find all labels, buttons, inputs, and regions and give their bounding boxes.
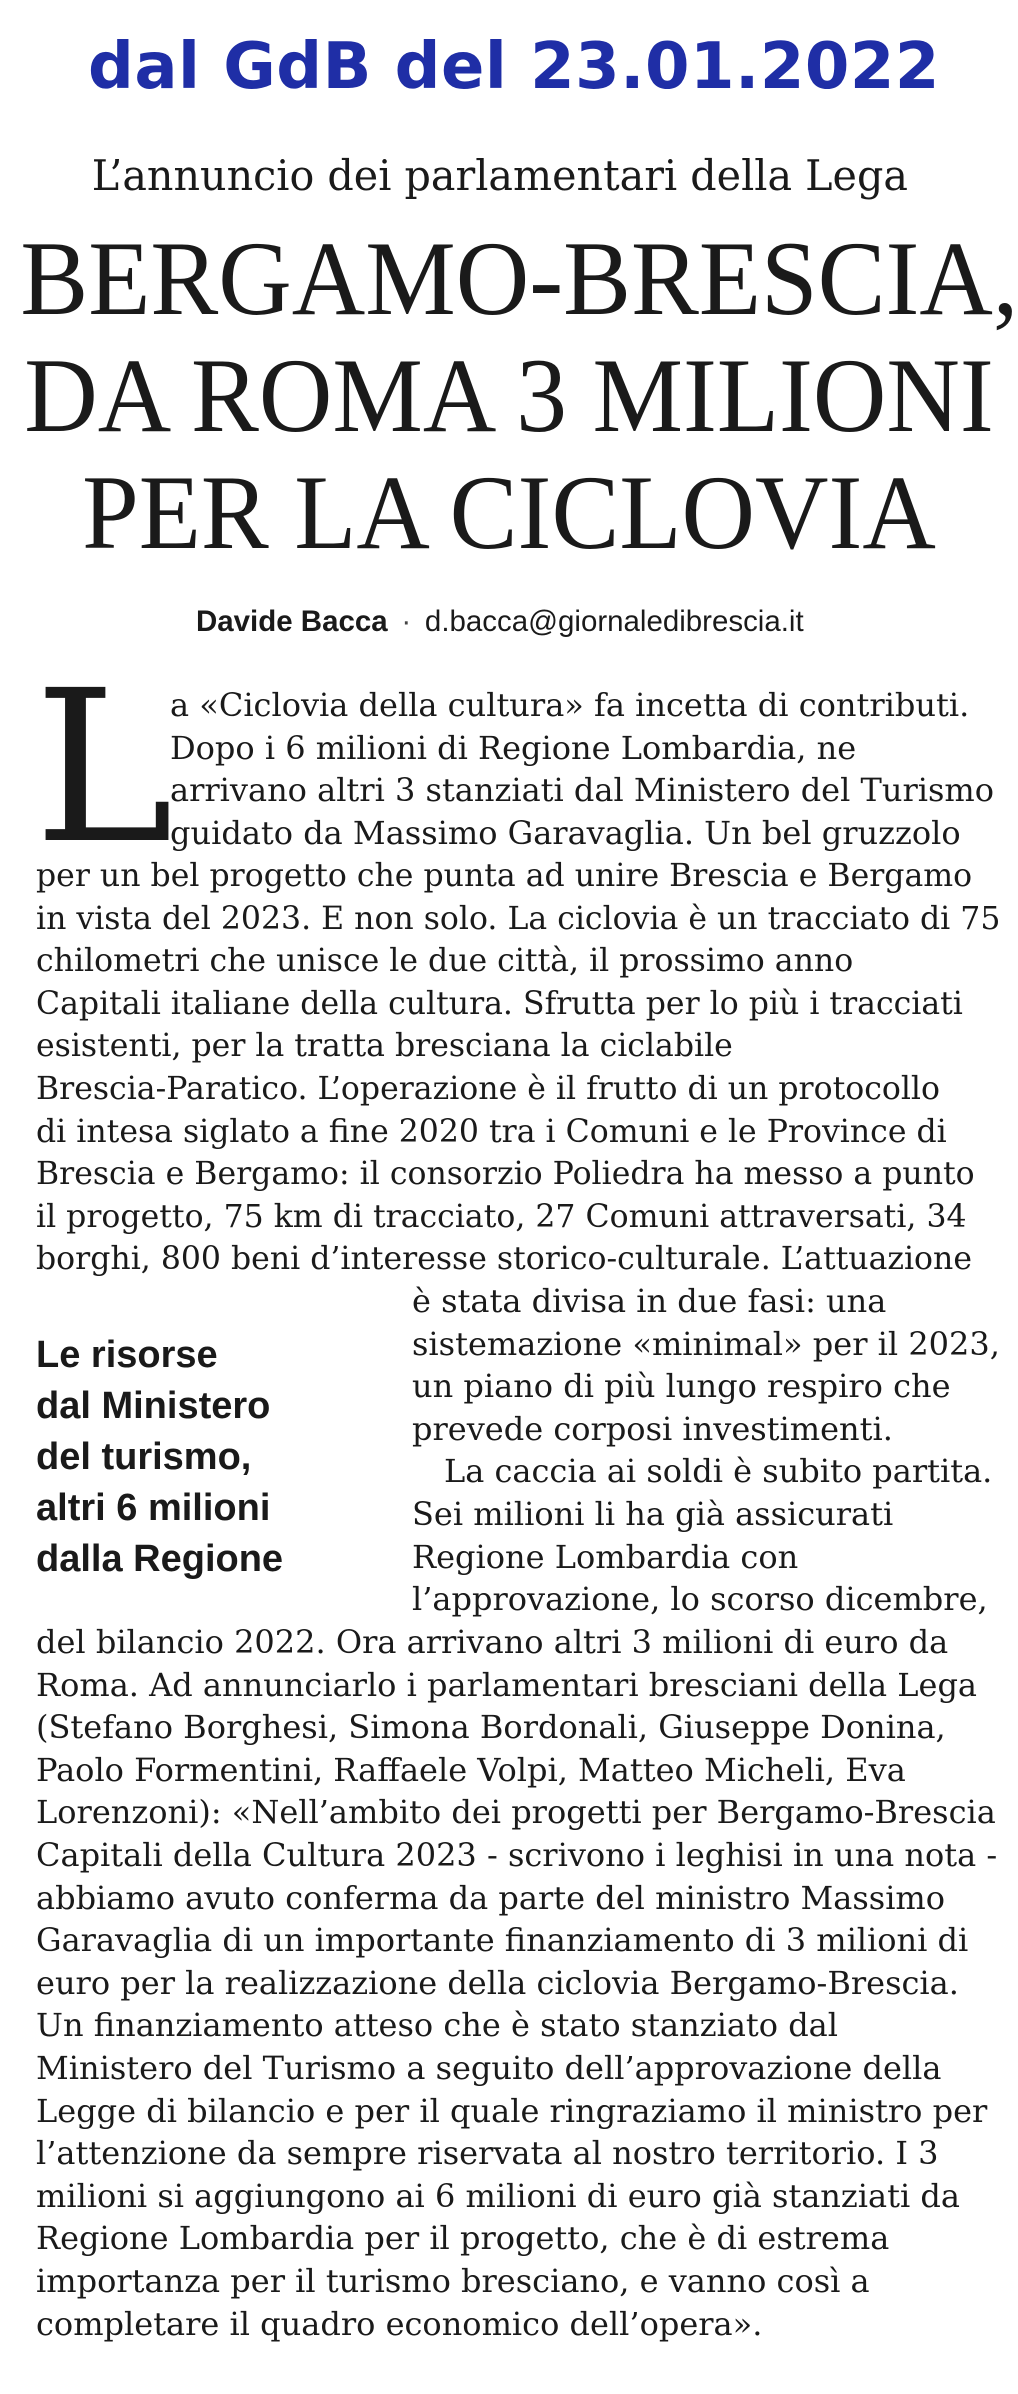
body-line: Regione Lombardia con <box>412 1537 799 1576</box>
body-line: importanza per il turismo bresciano, e vanno così a <box>36 2261 870 2300</box>
body-line: prevede corposi investimenti. <box>412 1409 893 1448</box>
pull-quote <box>36 1330 376 1585</box>
article-headline <box>20 220 1018 571</box>
pull-quote-line: dalla Regione <box>36 1538 284 1580</box>
body-line: Un finanziamento atteso che è stato stanziato dal <box>36 2006 838 2045</box>
paragraph-beside-pullquote <box>412 1280 1000 1621</box>
body-line: l’attenzione da sempre riservata al nostro territorio. I 3 <box>36 2134 939 2173</box>
body-line: Paolo Formentini, Raffaele Volpi, Matteo Micheli, Eva <box>36 1750 906 1789</box>
body-line: Brescia-Paratico. L’operazione è il frutto di un protocollo <box>36 1068 940 1107</box>
body-line: Capitali della Cultura 2023 - scrivono i leghisi in una nota - <box>36 1835 998 1874</box>
body-line: il progetto, 75 km di tracciato, 27 Comuni attraversati, 34 <box>36 1196 967 1235</box>
body-line: l’approvazione, lo scorso dicembre, <box>412 1580 988 1619</box>
body-line: guidato da Massimo Garavaglia. Un bel gruzzolo <box>170 813 961 852</box>
pull-quote-line: altri 6 milioni <box>36 1487 271 1529</box>
body-line: a «Ciclovia della cultura» fa incetta di contributi. <box>170 686 970 724</box>
body-line: Capitali italiane della cultura. Sfrutta per lo più i tracciati <box>36 983 963 1022</box>
headline-line: BERGAMO-BRESCIA, <box>20 220 1018 337</box>
body-line: di intesa siglato a fine 2020 tra i Comuni e le Province di <box>36 1111 947 1150</box>
body-line: è stata divisa in due fasi: una <box>412 1282 887 1320</box>
byline-author: Davide Bacca <box>196 605 388 638</box>
paragraph-body-2 <box>36 1621 997 2345</box>
body-line: un piano di più lungo respiro che <box>412 1367 951 1406</box>
body-line: Garavaglia di un importante finanziamento di 3 milioni di <box>36 1921 969 1960</box>
body-line: Lorenzoni): «Nell’ambito dei progetti per Bergamo-Brescia <box>36 1793 996 1832</box>
pull-quote-line: Le risorse <box>36 1334 218 1376</box>
body-line: sistemazione «minimal» per il 2023, <box>412 1324 1000 1363</box>
byline-email: d.bacca@giornaledibrescia.it <box>424 605 804 638</box>
body-line: chilometri che unisce le due città, il prossimo anno <box>36 941 854 980</box>
byline-separator: · <box>401 605 412 638</box>
paragraph-body-1 <box>36 854 1015 1280</box>
body-line: Dopo i 6 milioni di Regione Lombardia, ne <box>170 728 857 767</box>
body-line: abbiamo avuto conferma da parte del ministro Massimo <box>36 1878 946 1917</box>
body-line: del bilancio 2022. Ora arrivano altri 3 milioni di euro da <box>36 1623 949 1661</box>
headline-line: DA ROMA 3 MILIONI <box>24 337 994 454</box>
body-line: Brescia e Bergamo: il consorzio Poliedra ha messo a punto <box>36 1154 975 1193</box>
body-line: Ministero del Turismo a seguito dell’approvazione della <box>36 2048 942 2087</box>
drop-cap: L <box>34 645 174 890</box>
body-line: euro per la realizzazione della ciclovia Bergamo-Brescia. <box>36 1963 959 2002</box>
body-line: Legge di bilancio e per il quale ringraziamo il ministro per <box>36 2091 988 2130</box>
paragraph-intro-beside-dropcap <box>170 684 994 854</box>
article-kicker: L’annuncio dei parlamentari della Lega <box>91 151 908 200</box>
pull-quote-line: dal Ministero <box>36 1385 271 1427</box>
pull-quote-line: del turismo, <box>36 1436 252 1478</box>
body-line: Sei milioni li ha già assicurati <box>412 1494 894 1533</box>
body-line: per un bel progetto che punta ad unire Brescia e Bergamo <box>36 856 973 894</box>
headline-line: PER LA CICLOVIA <box>82 454 936 571</box>
body-line: in vista del 2023. E non solo. La ciclovia è un tracciato di 75 <box>36 898 1001 937</box>
body-line: Regione Lombardia per il progetto, che è di estrema <box>36 2219 890 2258</box>
body-line: (Stefano Borghesi, Simona Bordonali, Giuseppe Donina, <box>36 1708 946 1747</box>
body-line: arrivano altri 3 stanziati dal Ministero del Turismo <box>170 771 995 810</box>
byline <box>0 600 1000 644</box>
body-line: milioni si aggiungono ai 6 milioni di euro già stanziati da <box>36 2176 960 2215</box>
body-line: Roma. Ad annunciarlo i parlamentari bresciani della Lega <box>36 1665 977 1704</box>
body-line: La caccia ai soldi è subito partita. <box>444 1452 993 1491</box>
body-line: borghi, 800 beni d’interesse storico-culturale. L’attuazione <box>36 1239 972 1278</box>
source-date-label: dal GdB del 23.01.2022 <box>88 30 940 104</box>
body-line: esistenti, per la tratta bresciana la ciclabile <box>36 1026 733 1065</box>
body-line: completare il quadro economico dell’opera». <box>36 2304 763 2343</box>
